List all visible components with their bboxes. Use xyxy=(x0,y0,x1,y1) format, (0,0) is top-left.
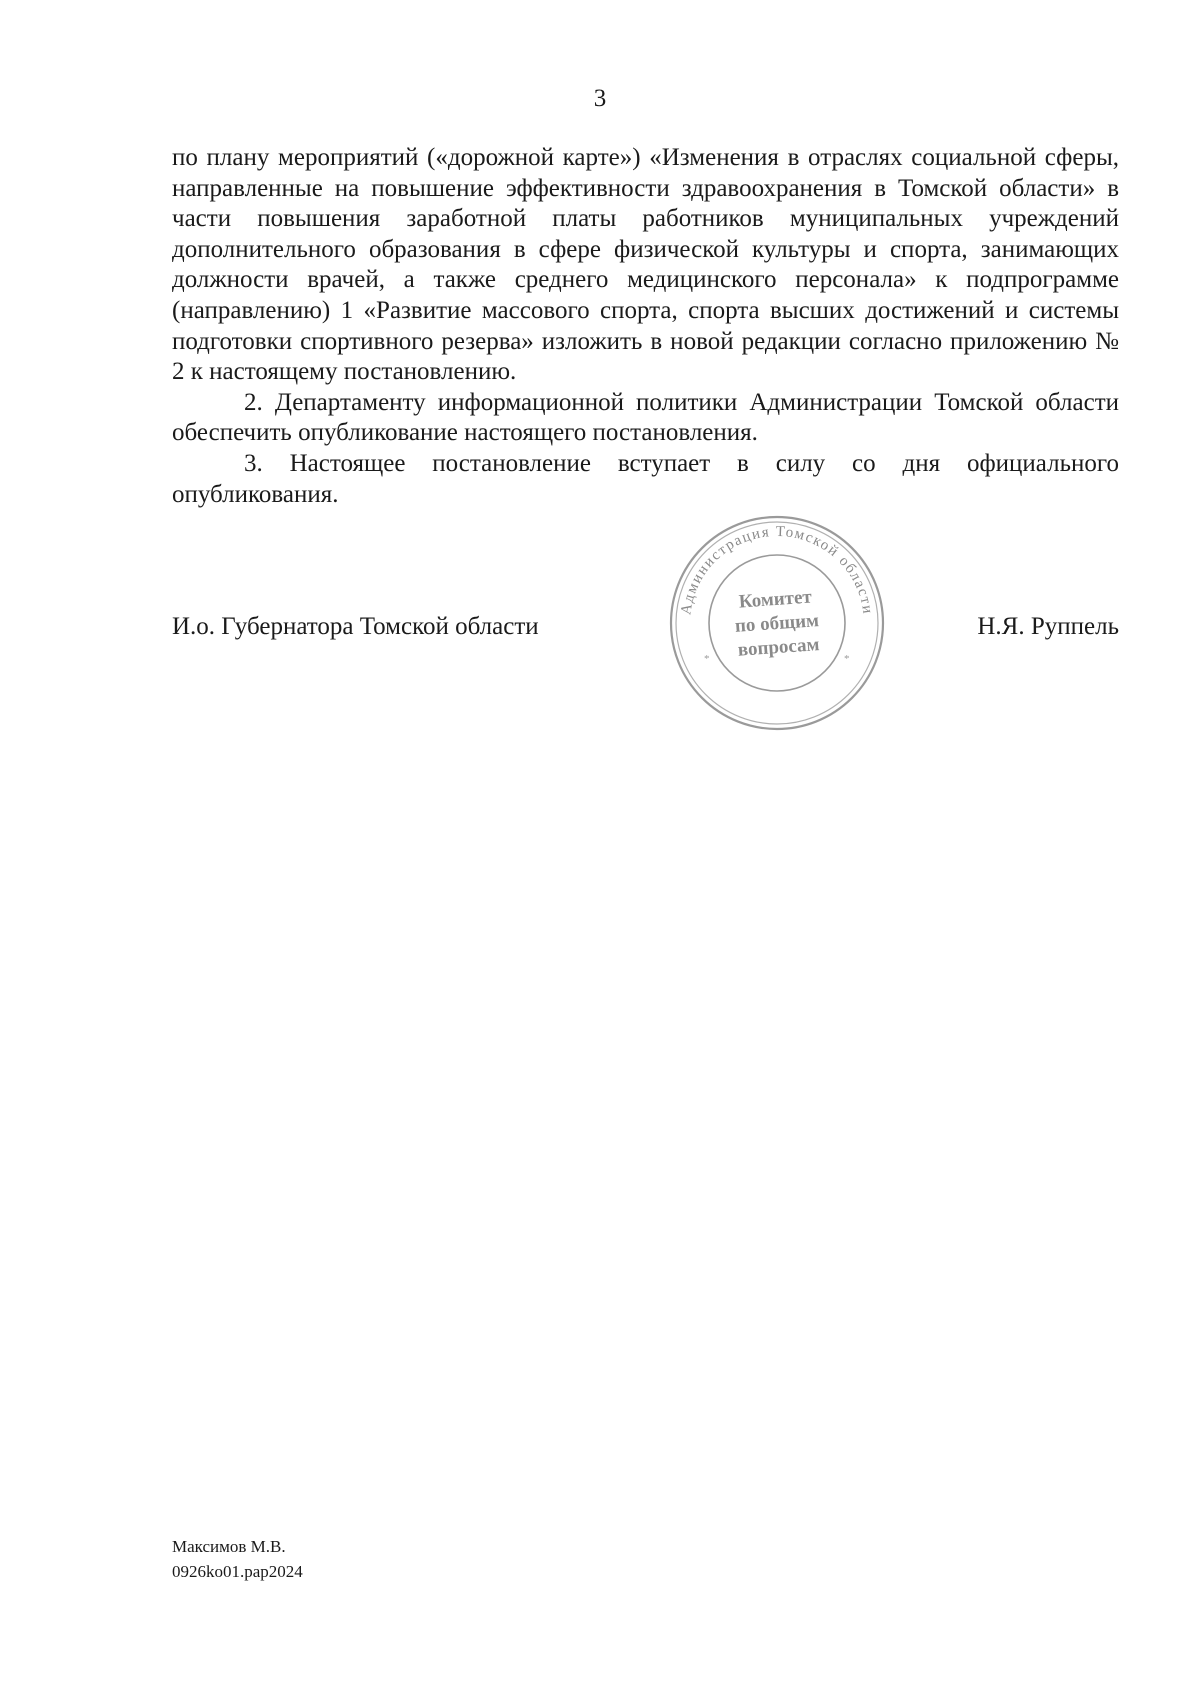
stamp-line-2: по общим xyxy=(734,610,820,637)
signer-name: Н.Я. Руппель xyxy=(977,613,1119,640)
file-code: 0926ko01.pap2024 xyxy=(172,1562,303,1581)
executor-author: Максимов М.В. xyxy=(172,1537,286,1556)
document-body xyxy=(172,143,1119,510)
executor-note xyxy=(172,1534,303,1584)
stamp-line-3: вопросам xyxy=(737,634,821,661)
official-stamp xyxy=(666,512,888,734)
paragraph-continuation: по плану мероприятий («дорожной карте») «Изменения в отраслях социальной сферы, направленные на повышение эффективности здравоохранения в Томской области» в части повышения заработной платы работников муниципальных учреждений дополнительного образования в сфере физической культуры и спорта, занимающих должности врачей, а также среднего медицинского персонала» к подпрограмме (направлению) 1 «Развитие массового спорта, спорта высших достижений и системы подготовки спортивного резерва» изложить в новой редакции согласно приложению № 2 к настоящему постановлению. xyxy=(172,144,1119,386)
svg-text:*: * xyxy=(704,653,710,665)
page-number: 3 xyxy=(593,85,607,112)
paragraph-item-3: 3. Настоящее постановление вступает в силу со дня официального опубликования. xyxy=(172,449,1119,508)
stamp-line-1: Комитет xyxy=(738,586,813,613)
signer-title: И.о. Губернатора Томской области xyxy=(172,613,539,640)
stamp-ring-text: Администрация Томской области xyxy=(678,523,876,616)
paragraph-item-2: 2. Департаменту информационной политики Администрации Томской области обеспечить опубликование настоящего постановления. xyxy=(172,388,1119,447)
svg-text:*: * xyxy=(844,653,850,665)
